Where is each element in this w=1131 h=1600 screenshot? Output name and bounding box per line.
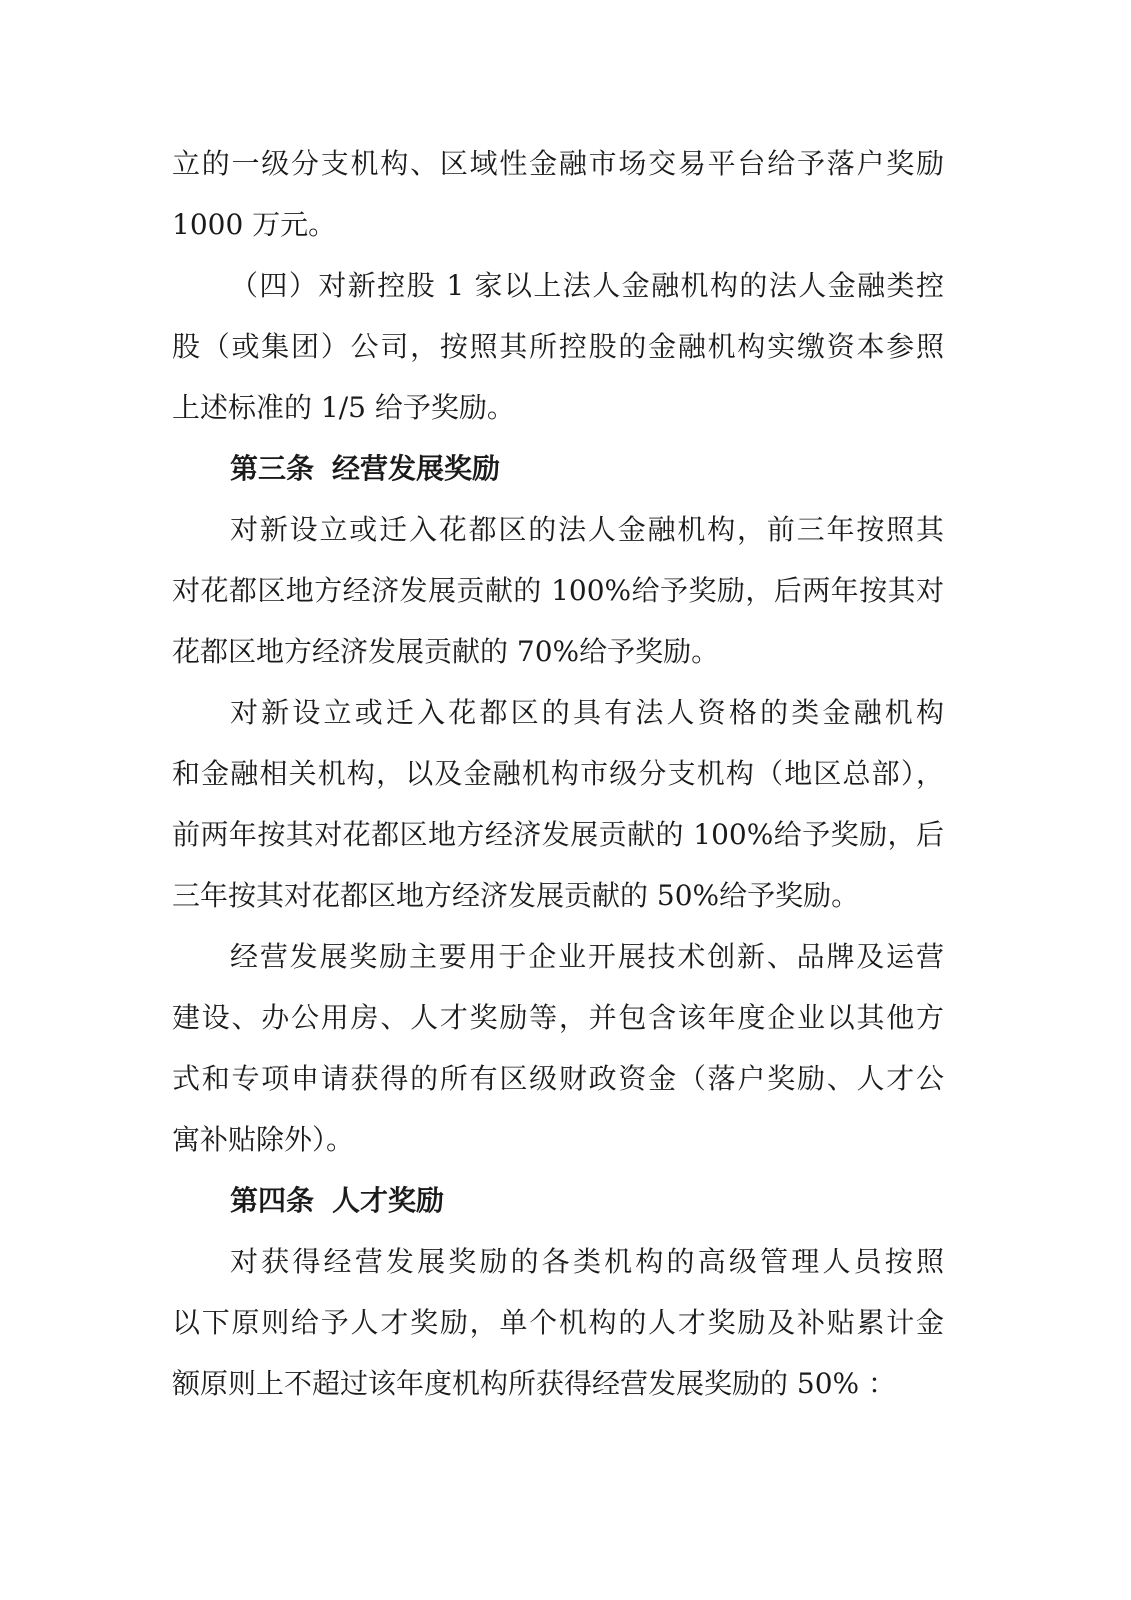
article-title: 经营发展奖励 xyxy=(332,452,501,485)
paragraph-line: 建设、办公用房、人才奖励等，并包含该年度企业以其他方 xyxy=(172,1001,944,1034)
paragraph-line: 寓补贴除外）。 xyxy=(172,1123,355,1156)
article-heading xyxy=(172,1170,944,1231)
paragraph-line: 立的一级分支机构、区域性金融市场交易平台给予落户奖励 xyxy=(172,147,944,180)
paragraph-line: （四）对新控股 1 家以上法人金融机构的法人金融类控 xyxy=(230,269,944,302)
paragraph-line: 上述标准的 1/5 给予奖励。 xyxy=(172,391,515,424)
article-heading xyxy=(172,438,944,499)
paragraph-line: 对获得经营发展奖励的各类机构的高级管理人员按照 xyxy=(230,1245,944,1278)
paragraph-line: 1000 万元。 xyxy=(172,208,337,241)
paragraph-line: 式和专项申请获得的所有区级财政资金（落户奖励、人才公 xyxy=(172,1062,944,1095)
document-body xyxy=(172,133,944,1414)
paragraph-line: 经营发展奖励主要用于企业开展技术创新、品牌及运营 xyxy=(230,940,944,973)
paragraph-line: 和金融相关机构，以及金融机构市级分支机构（地区总部）， xyxy=(172,757,944,790)
paragraph-line: 以下原则给予人才奖励，单个机构的人才奖励及补贴累计金 xyxy=(172,1306,944,1339)
paragraph-line: 额原则上不超过该年度机构所获得经营发展奖励的 50% ： xyxy=(172,1367,897,1400)
article-title: 人才奖励 xyxy=(332,1184,445,1217)
article-number: 第四条 xyxy=(230,1184,315,1217)
paragraph-line: 对新设立或迁入花都区的法人金融机构，前三年按照其 xyxy=(230,513,944,546)
paragraph-line: 股（或集团）公司，按照其所控股的金融机构实缴资本参照 xyxy=(172,330,944,363)
paragraph-line: 三年按其对花都区地方经济发展贡献的 50%给予奖励。 xyxy=(172,879,860,912)
paragraph-line: 花都区地方经济发展贡献的 70%给予奖励。 xyxy=(172,635,720,668)
paragraph-line: 前两年按其对花都区地方经济发展贡献的 100%给予奖励，后 xyxy=(172,818,944,851)
paragraph-line: 对花都区地方经济发展贡献的 100%给予奖励，后两年按其对 xyxy=(172,574,944,607)
article-number: 第三条 xyxy=(230,452,315,485)
paragraph-line: 对新设立或迁入花都区的具有法人资格的类金融机构 xyxy=(230,696,944,729)
